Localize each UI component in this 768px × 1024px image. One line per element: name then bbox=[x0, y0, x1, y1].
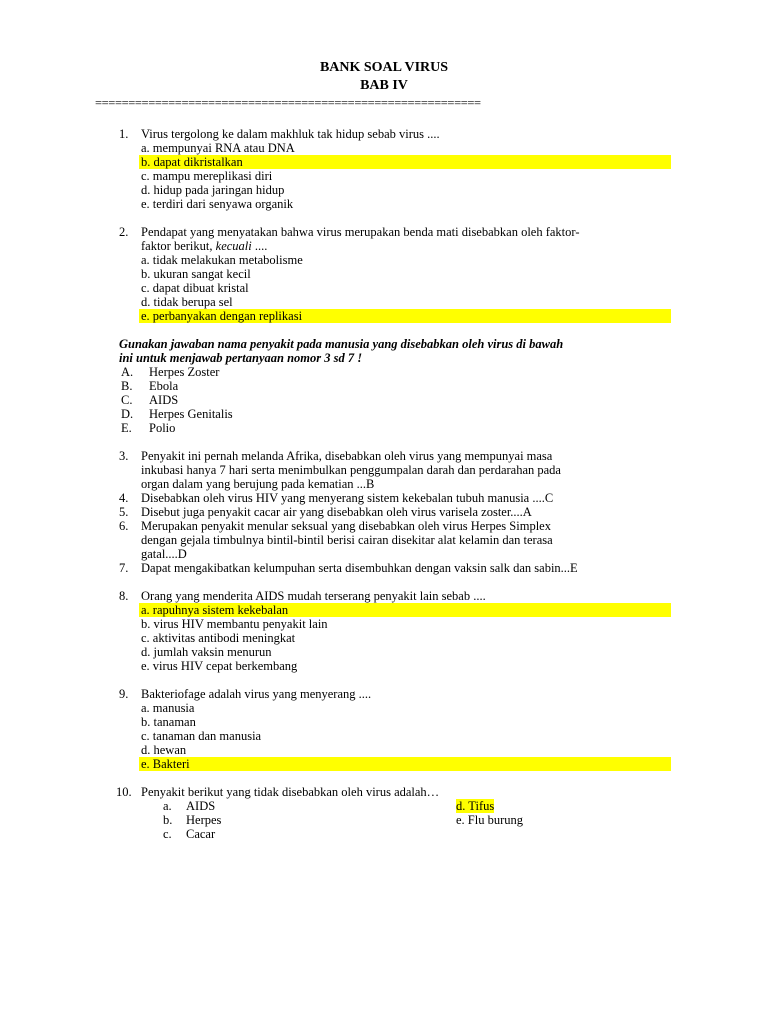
q10-option-c-text: Cacar bbox=[186, 827, 216, 841]
q1-text: Virus tergolong ke dalam makhluk tak hidup sebab virus .... bbox=[141, 127, 440, 141]
disease-letter-a: A. bbox=[121, 365, 134, 379]
q2-option-a: a. tidak melakukan metabolisme bbox=[141, 253, 303, 267]
separator-line: ========================================================== bbox=[95, 96, 481, 110]
q2-kecuali: kecuali bbox=[215, 239, 252, 253]
q1-option-e: e. terdiri dari senyawa organik bbox=[141, 197, 294, 211]
q1-option-c: c. mampu mereplikasi diri bbox=[141, 169, 273, 183]
q7-text: Dapat mengakibatkan kelumpuhan serta disembuhkan dengan vaksin salk dan sabin...E bbox=[141, 561, 578, 575]
page-title: BANK SOAL VIRUS bbox=[319, 60, 449, 75]
q6-text-line1: Merupakan penyakit menular seksual yang disebabkan oleh virus Herpes Simplex bbox=[141, 519, 551, 533]
q1-option-d: d. hidup pada jaringan hidup bbox=[141, 183, 285, 197]
q10-number: 10. bbox=[116, 785, 132, 799]
disease-name-c: AIDS bbox=[149, 393, 179, 407]
disease-name-d: Herpes Genitalis bbox=[149, 407, 233, 421]
q9-option-a: a. manusia bbox=[141, 701, 195, 715]
disease-letter-e: E. bbox=[121, 421, 132, 435]
disease-letter-c: C. bbox=[121, 393, 133, 407]
q8-text: Orang yang menderita AIDS mudah terserang penyakit lain sebab .... bbox=[141, 589, 486, 603]
q10-option-c-letter: c. bbox=[163, 827, 172, 841]
q6-number: 6. bbox=[119, 519, 129, 533]
q6-text-line2: dengan gejala timbulnya bintil-bintil berisi cairan disekitar alat kelamin dan terasa bbox=[141, 533, 553, 547]
page-subtitle: BAB IV bbox=[360, 78, 408, 93]
q2-text-line2-start: faktor berikut, bbox=[141, 239, 216, 253]
q8-option-d: d. jumlah vaksin menurun bbox=[141, 645, 272, 659]
q6-text-line3: gatal....D bbox=[141, 547, 187, 561]
q2-text-line2 bbox=[141, 239, 267, 253]
q2-text-line2-end: .... bbox=[251, 239, 268, 253]
q4-text: Disebabkan oleh virus HIV yang menyerang sistem kekebalan tubuh manusia ....C bbox=[141, 491, 554, 505]
q2-text-line1: Pendapat yang menyatakan bahwa virus merupakan benda mati disebabkan oleh faktor- bbox=[141, 225, 580, 239]
q3-number: 3. bbox=[119, 449, 129, 463]
q10-option-e: e. Flu burung bbox=[456, 813, 524, 827]
q5-number: 5. bbox=[119, 505, 129, 519]
q9-number: 9. bbox=[119, 687, 129, 701]
disease-name-a: Herpes Zoster bbox=[149, 365, 220, 379]
q9-option-c: c. tanaman dan manusia bbox=[141, 729, 262, 743]
q8-option-c: c. aktivitas antibodi meningkat bbox=[141, 631, 296, 645]
q9-option-e: e. Bakteri bbox=[141, 757, 190, 771]
q10-option-d: d. Tifus bbox=[456, 799, 495, 813]
disease-letter-d: D. bbox=[121, 407, 134, 421]
q9-option-d: d. hewan bbox=[141, 743, 187, 757]
q3-text-line2: inkubasi hanya 7 hari serta menimbulkan penggumpalan darah dan perdarahan pada bbox=[141, 463, 561, 477]
q9-text: Bakteriofage adalah virus yang menyerang .... bbox=[141, 687, 372, 701]
q4-number: 4. bbox=[119, 491, 129, 505]
q10-option-a-letter: a. bbox=[163, 799, 172, 813]
q8-option-a: a. rapuhnya sistem kekebalan bbox=[141, 603, 289, 617]
q8-number: 8. bbox=[119, 589, 129, 603]
q5-text: Disebut juga penyakit cacar air yang disebabkan oleh virus varisela zoster....A bbox=[141, 505, 532, 519]
q1-option-a: a. mempunyai RNA atau DNA bbox=[141, 141, 295, 155]
q2-number: 2. bbox=[119, 225, 129, 239]
q10-text: Penyakit berikut yang tidak disebabkan oleh virus adalah… bbox=[141, 785, 440, 799]
disease-name-b: Ebola bbox=[149, 379, 179, 393]
q2-option-c: c. dapat dibuat kristal bbox=[141, 281, 249, 295]
q7-number: 7. bbox=[119, 561, 129, 575]
instruction-line2: ini untuk menjawab pertanyaan nomor 3 sd 7 ! bbox=[119, 351, 363, 365]
q10-option-b-text: Herpes bbox=[186, 813, 222, 827]
disease-name-e: Polio bbox=[149, 421, 176, 435]
instruction-line1: Gunakan jawaban nama penyakit pada manusia yang disebabkan oleh virus di bawah bbox=[119, 337, 564, 351]
q2-option-d: d. tidak berupa sel bbox=[141, 295, 233, 309]
q3-text-line3: organ dalam yang berujung pada kematian ...B bbox=[141, 477, 375, 491]
q2-option-b: b. ukuran sangat kecil bbox=[141, 267, 251, 281]
q3-text-line1: Penyakit ini pernah melanda Afrika, disebabkan oleh virus yang mempunyai masa bbox=[141, 449, 553, 463]
q10-option-a-text: AIDS bbox=[186, 799, 216, 813]
disease-letter-b: B. bbox=[121, 379, 133, 393]
q9-answer-highlight bbox=[139, 757, 671, 771]
q1-option-b: b. dapat dikristalkan bbox=[141, 155, 243, 169]
q8-option-b: b. virus HIV membantu penyakit lain bbox=[141, 617, 328, 631]
q9-option-b: b. tanaman bbox=[141, 715, 196, 729]
q10-option-b-letter: b. bbox=[163, 813, 173, 827]
q8-option-e: e. virus HIV cepat berkembang bbox=[141, 659, 298, 673]
q2-option-e: e. perbanyakan dengan replikasi bbox=[141, 309, 303, 323]
q1-number: 1. bbox=[119, 127, 129, 141]
